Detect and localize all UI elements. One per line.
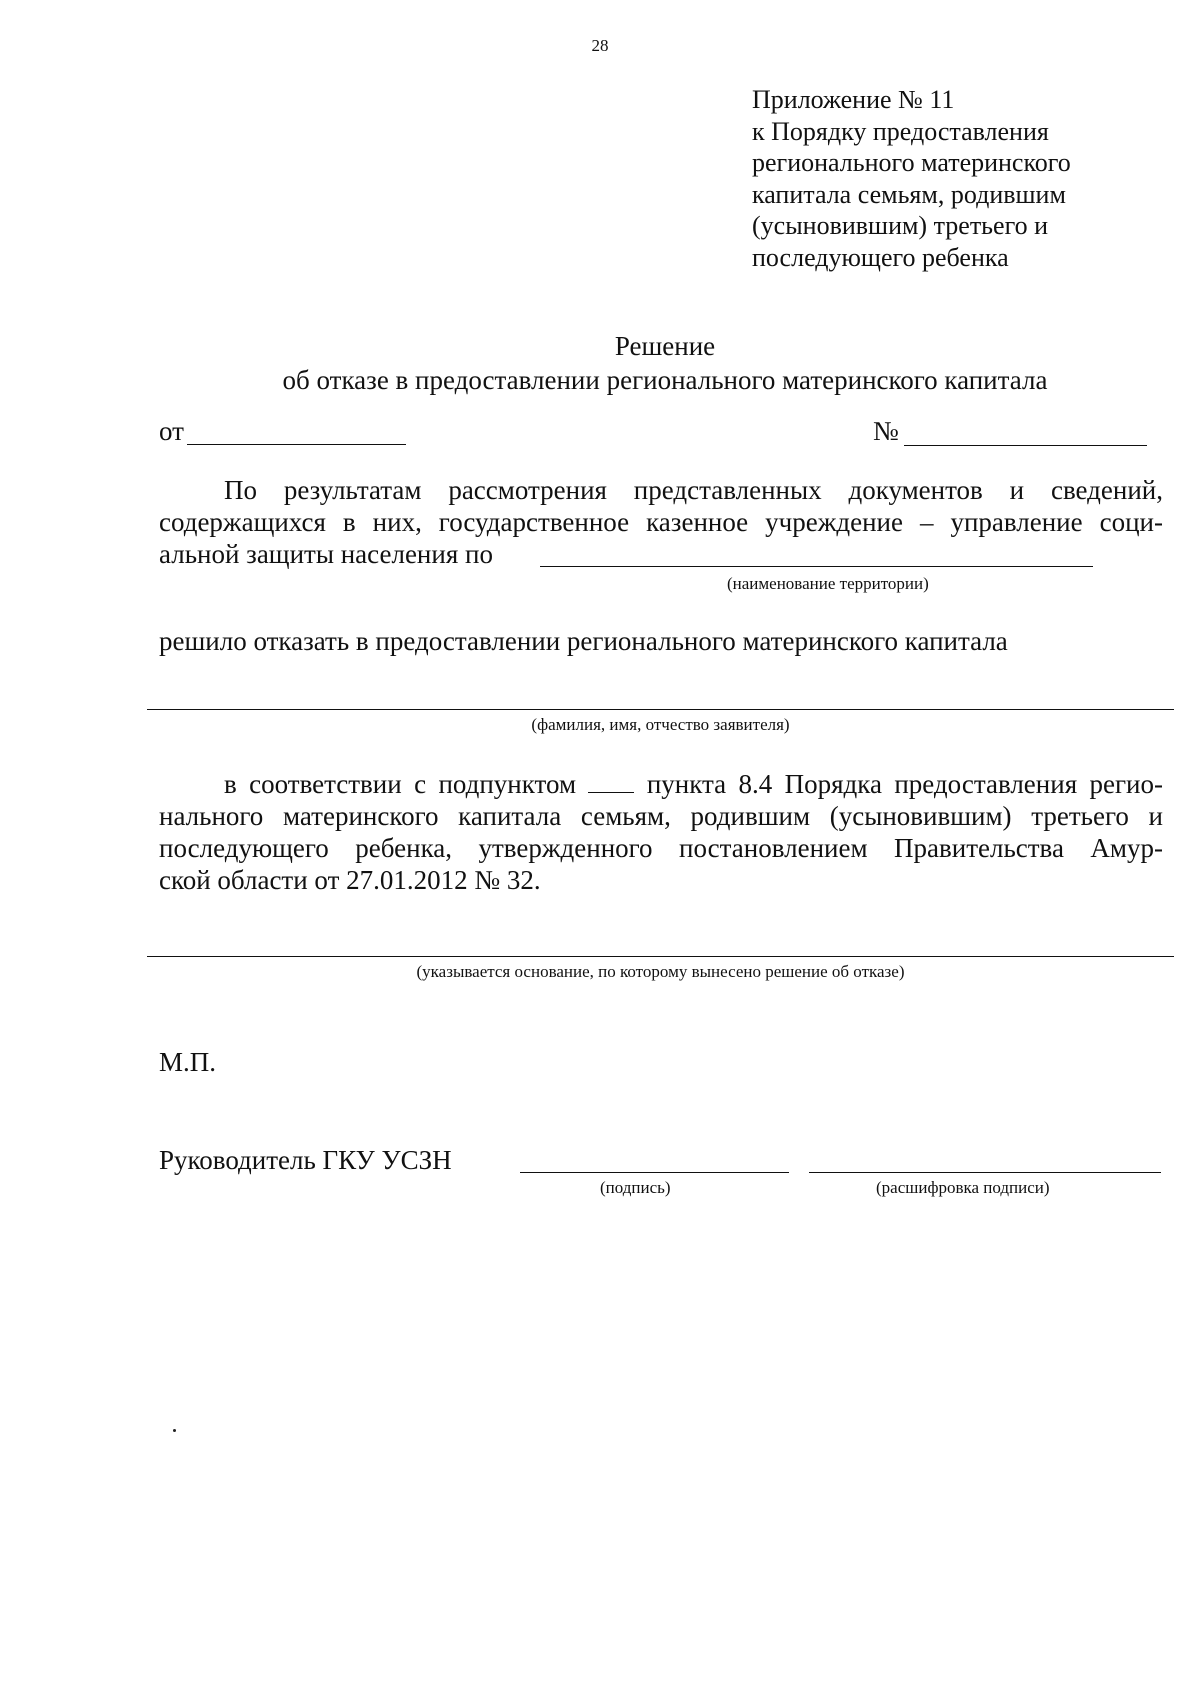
paragraph-line: альной защиты населения по	[159, 539, 493, 569]
signature-decode-field-line	[809, 1172, 1161, 1173]
basis-caption: (указывается основание, по которому вынесено решение об отказе)	[416, 962, 905, 981]
territory-caption: (наименование территории)	[727, 574, 929, 593]
signature-decode-caption: (расшифровка подписи)	[876, 1178, 1050, 1197]
territory-field-line	[540, 566, 1093, 567]
paragraph-line: содержащихся в них, государственное казенное учреждение – управление соци-	[159, 507, 1163, 537]
head-label: Руководитель ГКУ УСЗН	[159, 1145, 452, 1175]
document-subtitle: об отказе в предоставлении регионального материнского капитала	[282, 365, 1048, 395]
paragraph-line: ской области от 27.01.2012 № 32.	[159, 865, 541, 895]
signature-field-line	[520, 1172, 789, 1173]
paragraph-line: нального материнского капитала семьям, родившим (усыновившим) третьего и	[159, 801, 1163, 831]
document-title: Решение	[614, 331, 716, 361]
number-label: №	[873, 416, 899, 446]
basis-field-line	[147, 956, 1174, 957]
scan-speck	[173, 1429, 176, 1432]
paragraph-line	[159, 768, 1163, 800]
appendix-line: регионального материнского	[752, 148, 1071, 177]
appendix-line: капитала семьям, родившим	[752, 179, 1066, 209]
date-field-line	[187, 444, 406, 445]
paragraph-line: По результатам рассмотрения представленных документов и сведений,	[224, 475, 1163, 505]
appendix-header	[752, 84, 1071, 273]
appendix-line: (усыновившим) третьего и	[752, 211, 1049, 240]
stamp-label: М.П.	[159, 1047, 217, 1077]
page-number: 28	[591, 36, 609, 55]
paragraph-line: последующего ребенка, утвержденного постановлением Правительства Амур-	[159, 833, 1163, 863]
applicant-name-caption: (фамилия, имя, отчество заявителя)	[531, 715, 790, 734]
appendix-line: Приложение № 11	[752, 85, 955, 114]
paragraph-text: пункта 8.4 Порядка предоставления регио-	[646, 769, 1163, 799]
decision-text: решило отказать в предоставлении регионального материнского капитала	[159, 626, 1008, 656]
basis-paragraph	[159, 768, 1163, 896]
appendix-line: последующего ребенка	[752, 242, 1009, 272]
date-label: от	[159, 416, 184, 446]
paragraph-text: в соответствии с подпунктом	[224, 769, 577, 799]
applicant-name-field-line	[147, 709, 1174, 710]
subclause-blank	[588, 772, 634, 793]
appendix-line: к Порядку предоставления	[752, 116, 1049, 146]
results-paragraph	[159, 474, 1163, 570]
signature-caption: (подпись)	[600, 1178, 671, 1197]
number-field-line	[904, 445, 1147, 446]
